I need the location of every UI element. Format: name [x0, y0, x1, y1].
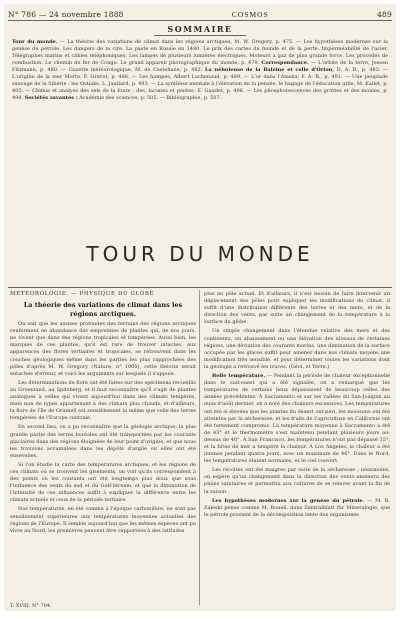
rubric: MÉTÉOROLOGIE. — PHYSIQUE DU GLOBE — [10, 291, 155, 297]
section-divider — [8, 287, 392, 288]
section-title: TOUR DU MONDE — [86, 242, 314, 266]
subsection — [204, 498, 390, 519]
column-divider — [199, 290, 200, 605]
sommaire-text: D. A. B., p. 483. — L'origine de la mer Morte, F. Gravot, p. 486. — Les hampes, Albert Lachenaud, p. 489. — L'or dans l'Alaska, F. A. B., p. 491. — Une peuplade sauvage de la Sibérie : les Ostiaks, L. Jaullard, p. 493. — La synthèse mentale à l'élévation de la pensée, le bagage de l'éducation utile, M. Kallet, p. 495. — Chimie et analyse des sels de la fonte ; des, lacunes et pentes, E. Gaudet, p. 496. — Les phosphorescences des grottes et des moines, p. 498. — [12, 67, 388, 101]
sommaire-label: Tour du monde. — [12, 39, 58, 45]
sommaire-label: Sociétés savantes : — [24, 95, 78, 101]
paragraph: plus au pôle actuel. Et d'ailleurs, il n'est besoin de faire intervenir un déplacement des pôles pour expliquer les modifications du climat, il suffit d'une distribution différente des terres et des mers, et de la direction des vents, par suite un changement de la température à la surface du globe. — [204, 291, 390, 326]
right-column — [204, 291, 390, 601]
paragraph: On sait que les assises profondes des terrains des régions arctiques renferment en abondance des empreintes de plantes qui, de nos jours, ne vivent que dans des régions tropicales et tempérées. Aussi bien, les marques de ces plantes, qu'il est rare de trouver intactes, aux apparences des flores tertiaires et tropicales, se retrouvent dans les couches géologiques même dans les parties les plus rapprochées des pôles d'après M. W. Gregory (Nature, n° 1000), cette théorie serait entachée d'erreur, et voici les arguments sur lesquels il s'appuie. — [10, 321, 196, 377]
page-footer: T. XVIII, N° 784. — [10, 603, 52, 609]
subsection-title: Les hypothèses modernes sur la genèse du pétrole. — [212, 497, 365, 504]
subsection-text: — Pendant la période de chaleur exceptionnelle dans le sud-ouest qui a été signalée, on a remarqué que les températures de certains lieux dépassaient de beaucoup celles des années précédentes. À Sacramento et sur les vallées du San-Joaquin au mois d'août dernier, on a noté des chaleurs excessives. Les températures ont été si élevées que les plantes du désert ont péri, les moissons ont été atteintes par la sécheresse, et les fruits de l'agriculture en Californie ont été fortement compromis. La température moyenne à Sacramento a été de 43° et le thermomètre s'est maintenu pendant plusieurs jours au-dessus de 40°. À San Francisco, les températures n'ont pas dépassé 35°, et la brise de mer a tempéré la chaleur. À Los Angeles, la chaleur a été intense pendant quatre jours, avec un maximum de 46°. Dans le Nord, les températures étaient normales, et le ciel couvert. — [204, 373, 390, 465]
subsection-title: Belle température. — [212, 373, 266, 380]
sommaire-divider — [154, 35, 246, 36]
sommaire-label: La nébuleuse de la Baleine et celle d'Orion, — [205, 67, 335, 73]
issue-date: N° 786 — 24 novembre 1888 — [8, 9, 124, 19]
page-number: 489 — [377, 9, 392, 19]
paragraph: Les déterminations de flore ont été faites sur des spécimens recueillis au Groenland, au Spitzberg, et il faut reconnaître qu'il s'agit de plantes analogues à celles qui vivent aujourd'hui dans des climats tempérés, mais non de types appartenant à des climats plus chauds, et d'ailleurs, la flore de l'île de Grinnell est sensiblement la même que celle des terres tempérées de l'Europe centrale. — [10, 379, 196, 422]
paragraph: Si l'on étudie la carte des températures arctiques, et les régions de ces climats où se trouvent les gisements, on voit qu'ils correspondent à des points où les courants ont été longtemps plus doux que sous l'influence des vents du sud et du Gulf-Stream, et que la diminution de l'intensité de ces influences suffit à expliquer la différence entre les climats actuels et ceux de la période tertiaire. — [10, 461, 196, 504]
paragraph: Nos températures, en été comme à l'époque carbonifère, ne sont pas sensiblement supérieures aux températures moyennes actuelles des régions de l'Europe. Il semble aujourd'hui que les mêmes espèces ont pu vivre au Nord, les premières peuvent être rapportées à des latitudes — [10, 506, 196, 534]
sommaire-body — [12, 39, 388, 229]
paragraph: Un simple changement dans l'étendue relative des mers et des continents, un abaissement ou une élévation des niveaux de certaines régions, une déviation des courants marins, une diminution de la surface occupée par les glaces suffit pour amener dans nos climats moyens une modification très sensible, et pour déterminer toutes les variations dont la géologie a retrouvé les traces. (Géol. et Terre.) — [204, 328, 390, 370]
subsection — [204, 373, 390, 465]
paragraph: En second lieu, on a pu reconnaître que la géologie arctique, la plus grande partie des terres boréales ont été transportées par les courants glaciaires dans des régions éloignées de leur point d'origine, et que nous les trouvons accumulées dans les dépôts d'argile où elles ont été ensevelies. — [10, 424, 196, 459]
sommaire-text: — L'orbite de la terre, Jessen Fitzmann, p. 480. — Gazette météorologique, M. de Castellane, p. 482. — [12, 60, 388, 73]
journal-page — [4, 4, 396, 611]
journal-title: COSMOS — [231, 9, 269, 19]
sommaire-heading: SOMMAIRE — [167, 24, 233, 34]
article-title: La théorie des variations de climat dans les régions arctiques. — [23, 301, 183, 319]
subsection-text: — M. B. Zaleski pense comme M. Bonell, dans Zentralblatt für Mineralogie, que le pétrole provient de la décomposition lente des organismes — [204, 497, 390, 518]
sommaire-text: Académie des sciences, p. 505. — Bibliographie, p. 507. — [79, 95, 222, 101]
paragraph: Les récoltes ont été maigres par suite de la sécheresse ; néanmoins, on espère qu'un changement dans la direction des vents amènera des pluies salutaires et permettra aux cultures de se relever avant la fin de la saison. — [204, 467, 390, 495]
sommaire-label: Correspondance. — [261, 60, 309, 66]
left-column — [10, 291, 196, 601]
sommaire-text: — La théorie des variations de climat dans les régions arctiques, M. W. Gregory, p. 475. — Les hypothèses modernes sur la genèse du pétrole. Les dangers de la cire. La paste en Russie en 1480. Le prix des cartes du monde et de la perte. Imperméabilité de l'acier. Télégraphes marins et câbles téléphoniques. Les lampes de plusieurs lumières électriques. Moteurs à gaz de plus grande force. Les procédés de combustion. Le chemin de fer de Congo. Le grand appareil photographique du monde, p. 479. — [12, 39, 388, 66]
running-head — [8, 8, 392, 21]
